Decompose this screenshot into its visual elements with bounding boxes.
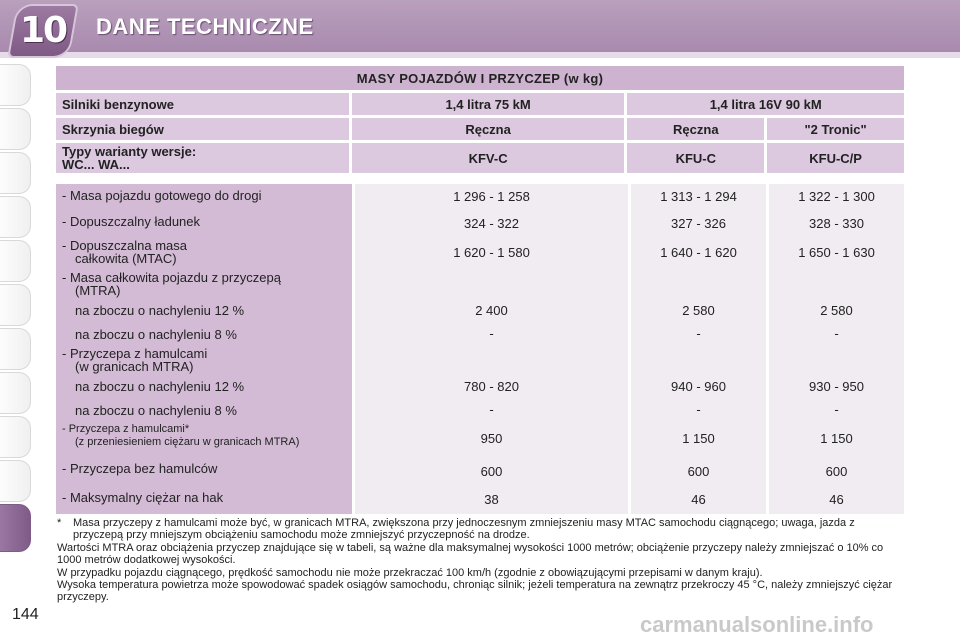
footnote-paragraph: W przypadku pojazdu ciągnącego, prędkość samochodu nie może przekraczać 100 km/h (zgodnie z obowiązującymi przepisami w danym kraju). bbox=[57, 566, 763, 579]
row-label bbox=[56, 184, 352, 210]
watermark: carmanualsonline.info bbox=[640, 612, 874, 637]
row-label bbox=[56, 237, 352, 269]
row-label-text: - Dopuszczalny ładunek bbox=[62, 214, 201, 229]
row-value: - bbox=[352, 323, 628, 345]
gearbox-label: Skrzynia biegów bbox=[56, 118, 349, 140]
row-label-text-cont: (z przeniesieniem ciężaru w granicach MTRA) bbox=[75, 436, 300, 448]
row-label bbox=[56, 269, 352, 299]
table-row bbox=[56, 269, 904, 299]
row-value bbox=[352, 345, 628, 375]
row-value bbox=[628, 269, 766, 299]
row-value: 1 322 - 1 300 bbox=[766, 184, 904, 210]
page-title: DANE TECHNICZNE bbox=[96, 14, 314, 39]
table-title: MASY POJAZDÓW I PRZYCZEP (w kg) bbox=[56, 66, 904, 90]
row-value: 780 - 820 bbox=[352, 375, 628, 399]
footnote-paragraph: Wysoka temperatura powietrza może spowodować spadek osiągów samochodu, chroniąc silnik; jeżeli temperatura na zewnątrz przekroczy 45 °C, należy zmniejszyć ciężar przyczepy. bbox=[57, 579, 893, 604]
row-value: 940 - 960 bbox=[628, 375, 766, 399]
row-value: 2 580 bbox=[766, 299, 904, 323]
variant-col: KFU-C bbox=[624, 143, 764, 173]
row-label-text: na zboczu o nachyleniu 8 % bbox=[75, 327, 237, 342]
row-value: 46 bbox=[628, 486, 766, 514]
row-value: 1 150 bbox=[628, 421, 766, 457]
row-value bbox=[352, 269, 628, 299]
header-strip bbox=[0, 52, 960, 58]
row-label-text: na zboczu o nachyleniu 8 % bbox=[75, 403, 237, 418]
row-value: 2 400 bbox=[352, 299, 628, 323]
row-label bbox=[56, 421, 352, 457]
footnotes bbox=[57, 517, 905, 604]
row-label bbox=[56, 323, 352, 345]
row-value: 1 296 - 1 258 bbox=[352, 184, 628, 210]
row-value: - bbox=[766, 399, 904, 421]
row-value: 2 580 bbox=[628, 299, 766, 323]
row-label-text: na zboczu o nachyleniu 12 % bbox=[75, 303, 245, 318]
row-value bbox=[766, 269, 904, 299]
variants-label-line2: WC... WA... bbox=[62, 157, 130, 172]
chapter-tab[interactable] bbox=[0, 108, 31, 150]
row-label-text-cont: (MTRA) bbox=[75, 283, 121, 298]
variant-col: KFU-C/P bbox=[764, 143, 904, 173]
row-value: - bbox=[628, 399, 766, 421]
footnote-paragraph: Wartości MTRA oraz obciążenia przyczep znajdujące się w tabeli, są ważne dla maksymalnej wysokości 1000 metrów; obciążenie przyczepy należy zmniejszać o 10% co 1000 metrów dodatkowej wysokości. bbox=[57, 541, 884, 567]
row-value: 600 bbox=[352, 457, 628, 486]
chapter-tab-active[interactable] bbox=[0, 504, 31, 552]
row-value: 327 - 326 bbox=[628, 210, 766, 237]
chapter-tab[interactable] bbox=[0, 64, 31, 106]
table-row bbox=[56, 486, 904, 514]
row-label bbox=[56, 345, 352, 375]
row-value: 600 bbox=[628, 457, 766, 486]
variants-label bbox=[56, 143, 349, 173]
row-label bbox=[56, 210, 352, 237]
chapter-tab[interactable] bbox=[0, 372, 31, 414]
table-row bbox=[56, 210, 904, 237]
row-value: 1 313 - 1 294 bbox=[628, 184, 766, 210]
variant-col: KFV-C bbox=[349, 143, 625, 173]
row-label-text-cont: (w granicach MTRA) bbox=[75, 359, 194, 374]
variants-label-line1: Typy warianty wersje: bbox=[62, 144, 197, 159]
row-value bbox=[628, 345, 766, 375]
table-row bbox=[56, 184, 904, 210]
row-value: 950 bbox=[352, 421, 628, 457]
row-value: 46 bbox=[766, 486, 904, 514]
table-row bbox=[56, 421, 904, 457]
chapter-tab[interactable] bbox=[0, 416, 31, 458]
footnote-star-text: Masa przyczepy z hamulcami może być, w granicach MTRA, zwiększona przy jednoczesnym zmniejszeniu masy MTAC samochodu ciągnącego; uwaga, jazda z przyczepą przy mniejszym obciążeniu samochodu może zmniejszyć przyczepność na drodze. bbox=[73, 517, 855, 542]
footnote-star: * bbox=[57, 517, 62, 529]
row-value: 930 - 950 bbox=[766, 375, 904, 399]
chapter-tab[interactable] bbox=[0, 460, 31, 502]
row-value: 328 - 330 bbox=[766, 210, 904, 237]
row-label-text-cont: całkowita (MTAC) bbox=[75, 251, 177, 266]
engine-label: Silniki benzynowe bbox=[56, 93, 349, 115]
row-value: 1 650 - 1 630 bbox=[766, 237, 904, 269]
table-row bbox=[56, 375, 904, 399]
table-row bbox=[56, 345, 904, 375]
row-value: 1 150 bbox=[766, 421, 904, 457]
row-label-text: - Przyczepa z hamulcami bbox=[62, 346, 208, 361]
table-row bbox=[56, 457, 904, 486]
chapter-tab[interactable] bbox=[0, 328, 31, 370]
engine-col: 1,4 litra 16V 90 kM bbox=[624, 93, 904, 115]
row-value bbox=[766, 345, 904, 375]
spec-table-body bbox=[56, 184, 904, 514]
row-value: 600 bbox=[766, 457, 904, 486]
row-label bbox=[56, 375, 352, 399]
row-value: - bbox=[628, 323, 766, 345]
row-value: 1 620 - 1 580 bbox=[352, 237, 628, 269]
table-row bbox=[56, 237, 904, 269]
gearbox-col: Ręczna bbox=[624, 118, 764, 140]
gearbox-col: "2 Tronic" bbox=[764, 118, 904, 140]
row-label bbox=[56, 486, 352, 514]
row-label bbox=[56, 457, 352, 486]
row-label-text: - Dopuszczalna masa bbox=[62, 238, 187, 253]
row-value: - bbox=[352, 399, 628, 421]
row-label-text: - Przyczepa z hamulcami* bbox=[62, 423, 190, 435]
chapter-tab[interactable] bbox=[0, 196, 31, 238]
gearbox-col: Ręczna bbox=[349, 118, 625, 140]
row-value: 324 - 322 bbox=[352, 210, 628, 237]
chapter-tabs bbox=[0, 64, 38, 584]
engine-col: 1,4 litra 75 kM bbox=[349, 93, 625, 115]
table-row bbox=[56, 323, 904, 345]
row-label-text: - Przyczepa bez hamulców bbox=[62, 461, 218, 476]
page-number: 144 bbox=[12, 606, 39, 623]
row-value: - bbox=[766, 323, 904, 345]
row-label-text: - Maksymalny ciężar na hak bbox=[62, 490, 224, 505]
row-label-text: - Masa całkowita pojazdu z przyczepą bbox=[62, 270, 281, 285]
table-row bbox=[56, 399, 904, 421]
chapter-tab[interactable] bbox=[0, 152, 31, 194]
spec-table-header bbox=[56, 63, 904, 176]
row-value: 38 bbox=[352, 486, 628, 514]
row-label bbox=[56, 299, 352, 323]
chapter-tab[interactable] bbox=[0, 240, 31, 282]
chapter-number: 10 bbox=[20, 10, 67, 51]
row-label bbox=[56, 399, 352, 421]
table-row bbox=[56, 299, 904, 323]
row-label-text: na zboczu o nachyleniu 12 % bbox=[75, 379, 245, 394]
row-label-text: - Masa pojazdu gotowego do drogi bbox=[62, 188, 262, 203]
row-value: 1 640 - 1 620 bbox=[628, 237, 766, 269]
chapter-tab[interactable] bbox=[0, 284, 31, 326]
